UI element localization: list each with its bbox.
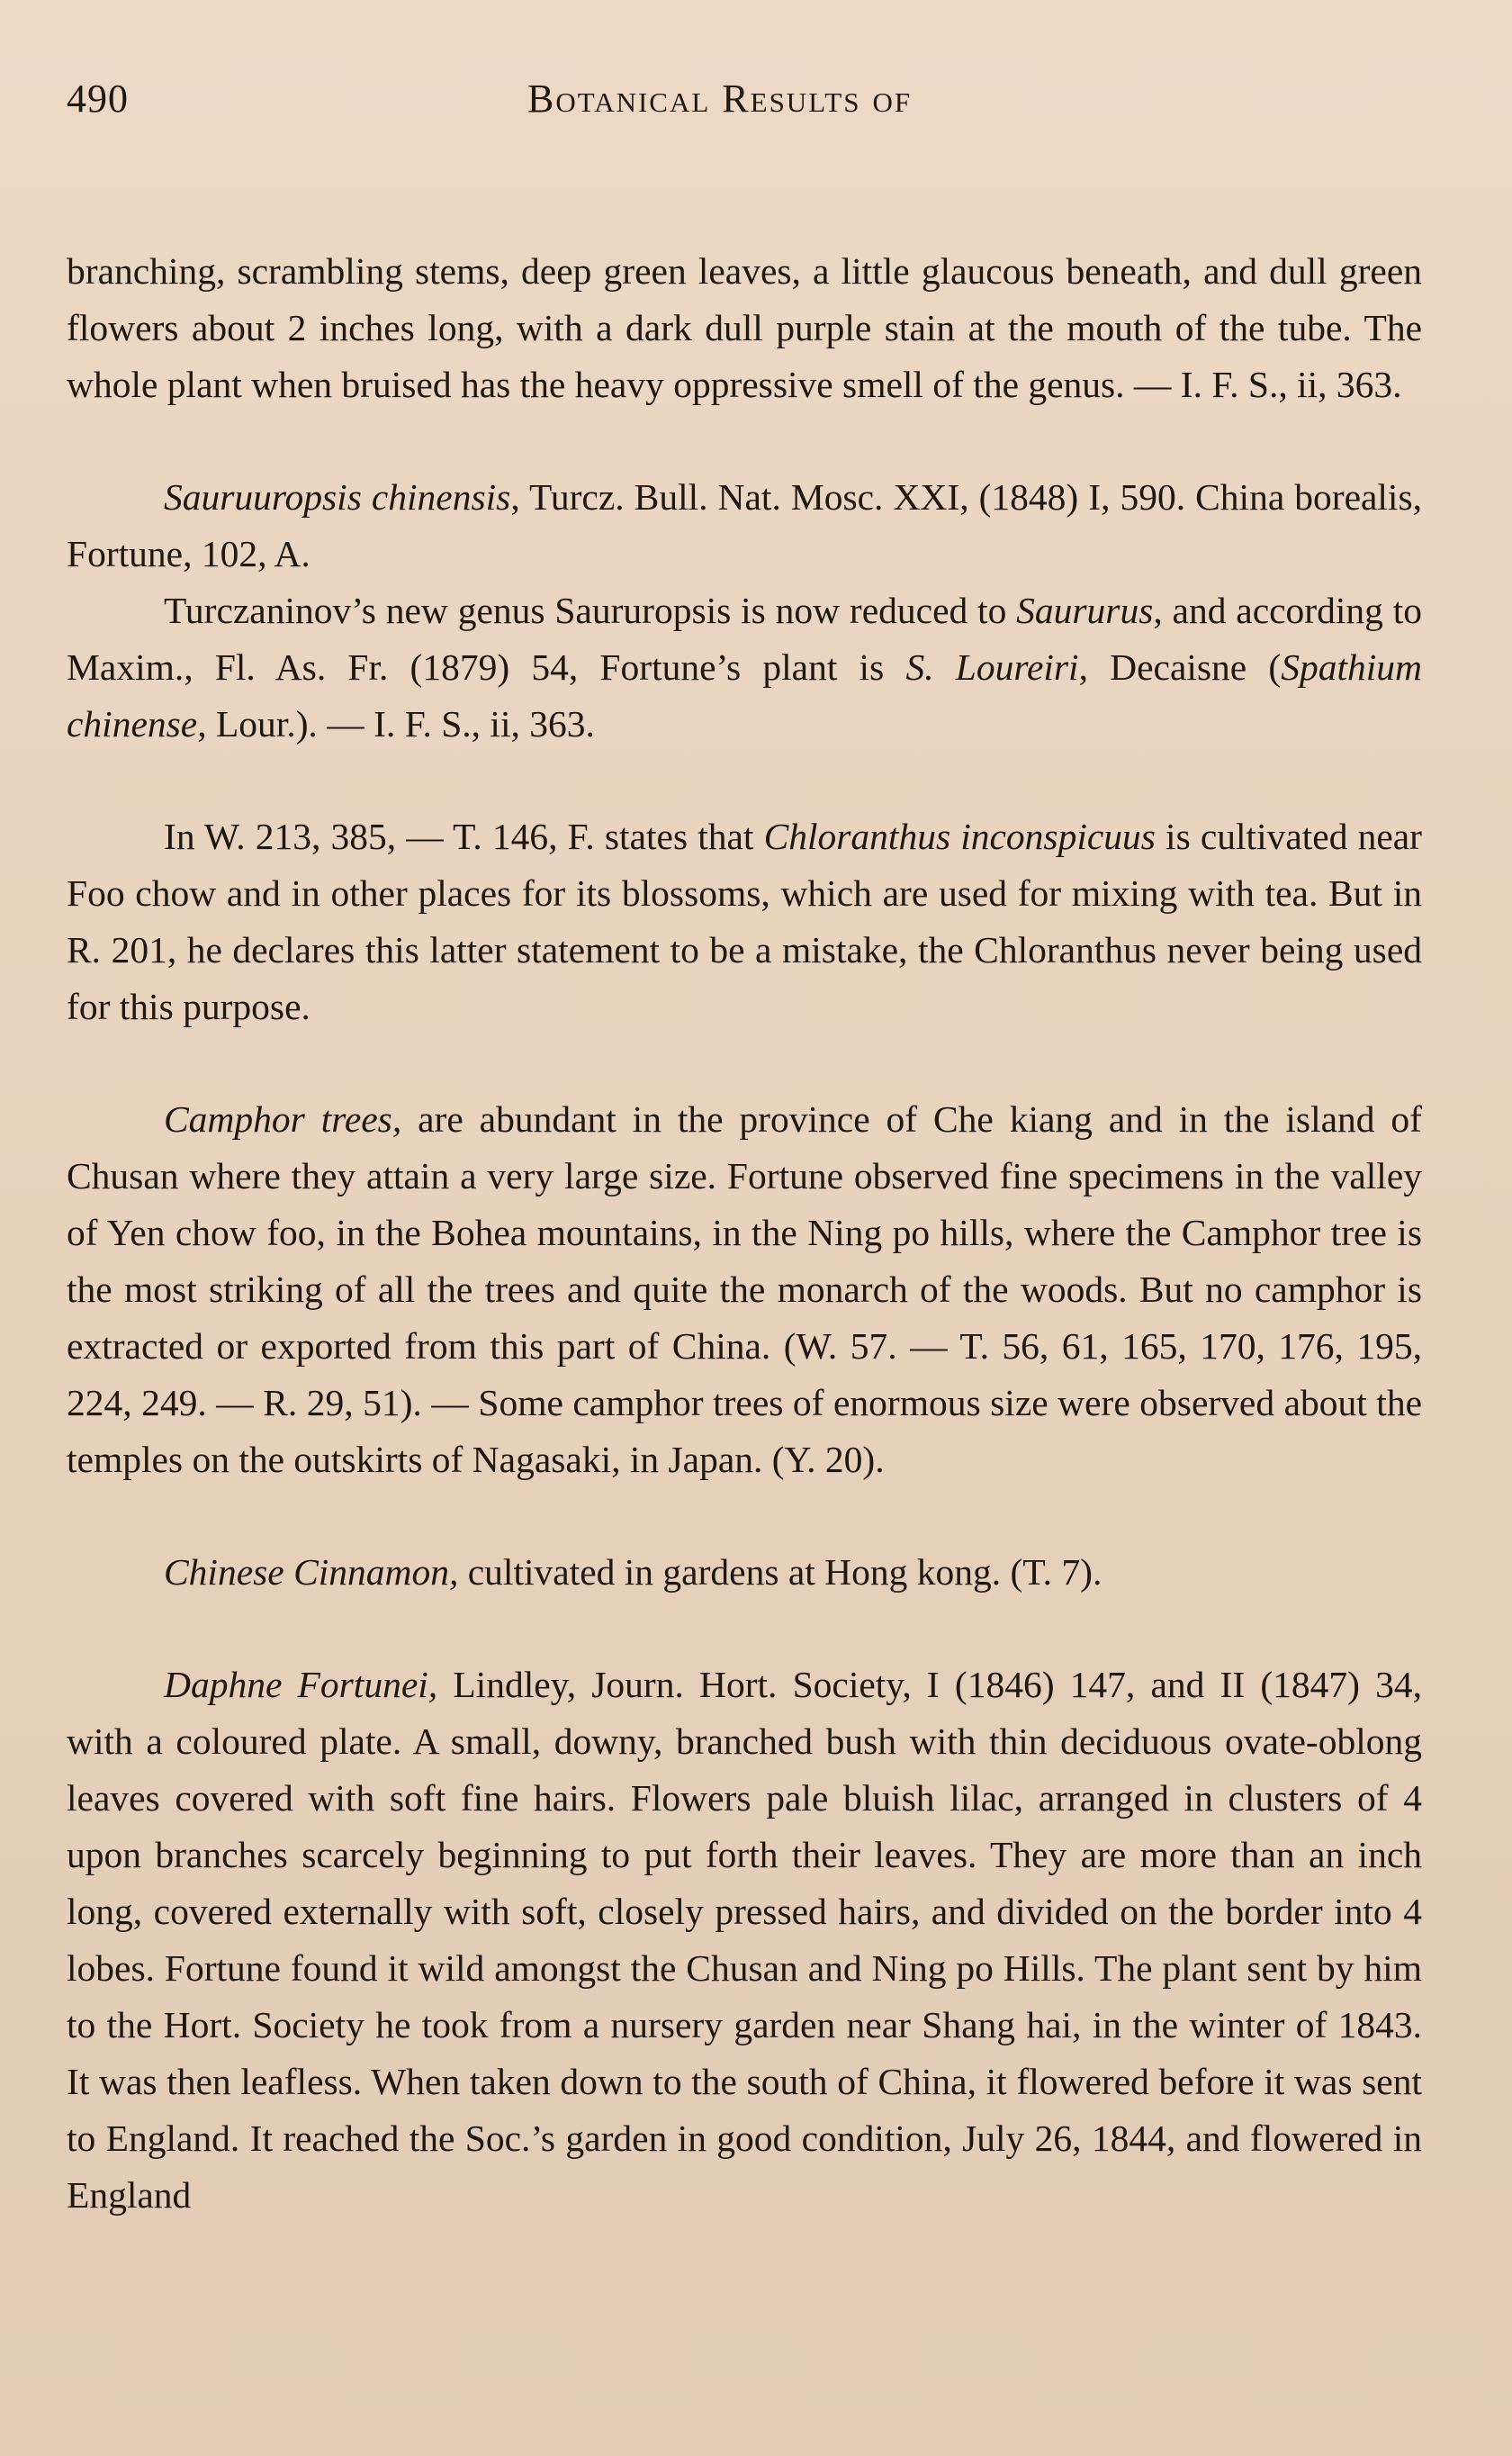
paragraph-aristolochia-continuation: [67, 243, 1422, 413]
paragraph-text: branching, scrambling stems, deep green leaves, a little glaucous beneath, and dull green flowers about 2 inches long, with a dark dull purple stain at the mouth of the tube. The whole plant when bruised has the heavy oppressive smell of the genus. — I. F. S., ii, 363.: [67, 250, 1422, 405]
species-name: Sauruuropsis chinensis: [164, 476, 511, 518]
paragraph-text: , Lour.). — I. F. S., ii, 363.: [197, 703, 595, 745]
paragraph-gap: [67, 1488, 1422, 1544]
body-text: [67, 243, 1422, 2224]
entry-heading: Chinese Cinnamon,: [164, 1551, 459, 1593]
paragraph-text: Turczaninov’s new genus Saururopsis is now reduced to: [164, 590, 1017, 631]
paragraph-gap: [67, 413, 1422, 469]
paragraph-camphor-trees: [67, 1091, 1422, 1488]
species-name: Chloranthus inconspicuus: [763, 816, 1156, 857]
paragraph-text: are abundant in the province of Che kiang and in the island of Chusan where they attain a very large size. Fortune observed fine specimens in the valley of Yen chow foo, in the Bohea mountains, in the Ning po hills, where the Camphor tree is the most striking of all the trees and quite the monarch of the woods. But no camphor is extracted or exported from this part of China. (W. 57. — T. 56, 61, 165, 170, 176, 195, 224, 249. — R. 29, 51). — Some camphor trees of enormous size were observed about the temples on the outskirts of Nagasaki, in Japan. (Y. 20).: [67, 1098, 1422, 1480]
paragraph-text: , and according to Maxim., Fl. As. Fr. (1879) 54, Fortune’s plant is: [67, 590, 1422, 688]
paragraph-chloranthus: [67, 808, 1422, 1035]
paragraph-gap: [67, 753, 1422, 808]
running-head: [67, 76, 1422, 130]
species-name: S. Loureiri: [905, 646, 1079, 688]
paragraph-sauruuropsis-entry: [67, 469, 1422, 582]
paragraph-text: , Decaisne (: [1078, 646, 1282, 688]
paragraph-text: cultivated in gardens at Hong kong. (T. 7).: [458, 1551, 1102, 1593]
entry-heading: Camphor trees,: [164, 1098, 402, 1140]
paragraph-text: In W. 213, 385, — T. 146, F. states that: [164, 816, 764, 857]
species-name: Spathium chinense: [67, 646, 1423, 745]
paragraph-gap: [67, 1035, 1422, 1091]
running-title: Botanical Results of: [527, 77, 913, 121]
paragraph-gap: [67, 1601, 1422, 1657]
page-number: 490: [67, 77, 129, 121]
paragraph-saururopsis-note: [67, 582, 1422, 753]
genus-name: Saururus: [1016, 590, 1154, 631]
paragraph-text: is cultivated near Foo chow and in other places for its blossoms, which are used for mixing with tea. But in R. 201, he declares this latter statement to be a mistake, the Chloranthus never being used for this purpose.: [67, 816, 1422, 1027]
paragraph-text: , Turcz. Bull. Nat. Mosc. XXI, (1848) I, 590. China borealis, Fortune, 102, A.: [67, 476, 1422, 574]
paragraph-text: Lindley, Journ. Hort. Society, I (1846) 147, and II (1847) 34, with a coloured plate. A small, downy, branched bush with thin deciduous ovate-oblong leaves covered with soft fine hairs. Flowers pale bluish lilac, arranged in clusters of 4 upon branches scarcely beginning to put forth their leaves. They are more than an inch long, covered externally with soft, closely pressed hairs, and divided on the border into 4 lobes. Fortune found it wild amongst the Chusan and Ning po Hills. The plant sent by him to the Hort. Society he took from a nursery garden near Shang hai, in the winter of 1843. It was then leafless. When taken down to the south of China, it flowered before it was sent to England. It reached the Soc.’s garden in good condition, July 26, 1844, and flowered in England: [67, 1664, 1422, 2216]
species-name: Daphne Fortunei,: [164, 1664, 438, 1705]
paragraph-chinese-cinnamon: [67, 1544, 1422, 1601]
paragraph-daphne-fortunei: [67, 1657, 1422, 2224]
